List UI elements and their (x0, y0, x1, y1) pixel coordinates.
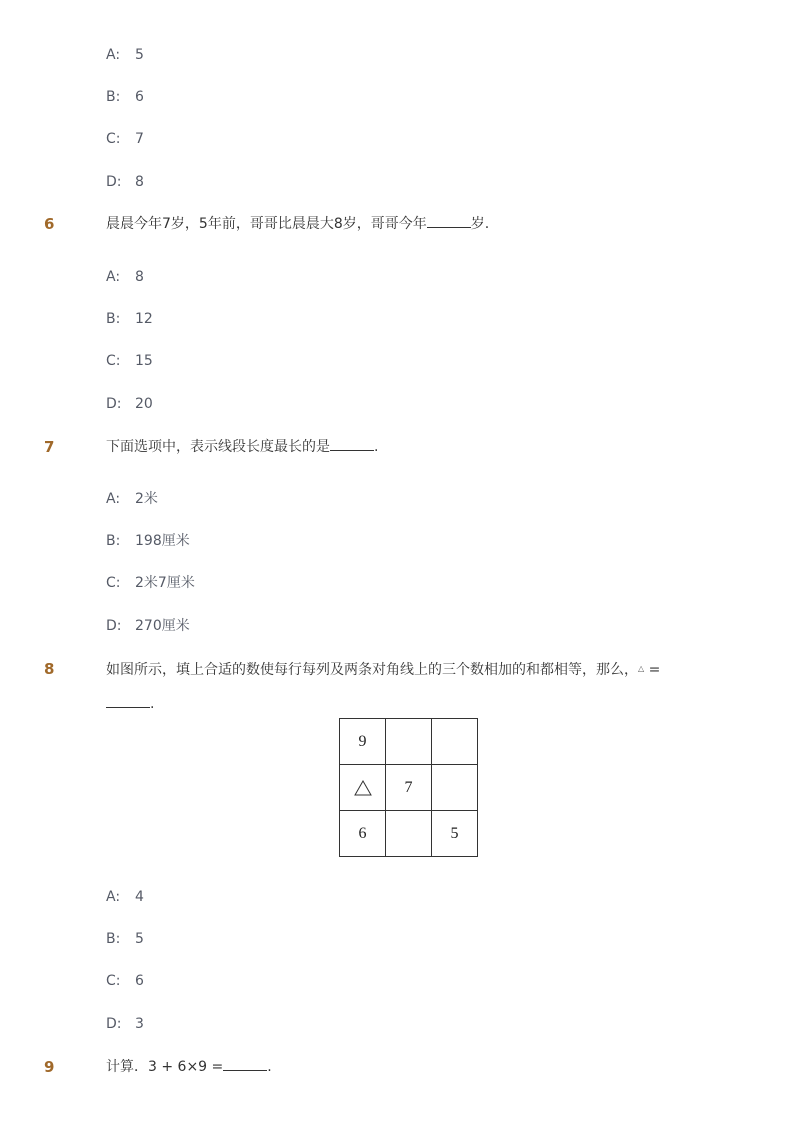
option-letter: B: (106, 89, 121, 105)
q7-option-b[interactable] (106, 531, 190, 551)
option-letter: D: (106, 396, 122, 412)
question-text-line2 (106, 694, 154, 714)
question-suffix: 岁. (470, 216, 490, 232)
q5-option-c[interactable] (106, 129, 144, 149)
question-number: 6 (44, 215, 55, 233)
grid-cell: 6 (340, 811, 386, 857)
option-letter: C: (106, 353, 121, 369)
answer-blank (427, 214, 471, 228)
triangle-symbol: △ (638, 664, 645, 673)
option-value: 6 (135, 973, 144, 989)
grid-row (340, 719, 478, 765)
q5-option-b[interactable] (106, 87, 144, 107)
grid-row (340, 811, 478, 857)
option-letter: D: (106, 1016, 122, 1032)
answer-blank (223, 1057, 267, 1071)
question-suffix: . (267, 1059, 272, 1075)
option-value: 5 (135, 47, 144, 63)
grid-cell (432, 719, 478, 765)
question-text (106, 1057, 272, 1077)
question-suffix: . (150, 696, 155, 712)
option-letter: A: (106, 491, 121, 507)
option-letter: A: (106, 269, 121, 285)
question-text (106, 659, 660, 679)
option-letter: B: (106, 533, 121, 549)
q6-option-d[interactable] (106, 394, 153, 414)
question-stem: 下面选项中，表示线段长度最长的是 (106, 439, 330, 455)
grid-cell (386, 719, 432, 765)
question-stem: 晨晨今年7岁，5年前，哥哥比晨晨大8岁，哥哥今年 (106, 216, 427, 232)
option-letter: C: (106, 575, 121, 591)
magic-square-grid (339, 718, 478, 857)
option-value: 2米 (135, 491, 158, 507)
q5-option-a[interactable] (106, 45, 144, 65)
q7-option-a[interactable] (106, 489, 158, 509)
q5-option-d[interactable] (106, 172, 144, 192)
option-letter: C: (106, 973, 121, 989)
grid-cell (432, 765, 478, 811)
option-letter: C: (106, 131, 121, 147)
grid-cell: 9 (340, 719, 386, 765)
question-stem: 计算．3 + 6×9 = (106, 1059, 224, 1075)
option-letter: A: (106, 47, 121, 63)
q6-option-a[interactable] (106, 267, 144, 287)
option-letter: A: (106, 889, 121, 905)
q6-option-c[interactable] (106, 351, 153, 371)
option-letter: D: (106, 618, 122, 634)
triangle-icon (354, 780, 372, 796)
question-suffix: . (374, 439, 379, 455)
question-text (106, 437, 378, 457)
option-value: 3 (135, 1016, 144, 1032)
option-value: 8 (135, 269, 144, 285)
option-value: 12 (135, 311, 153, 327)
q6-option-b[interactable] (106, 309, 153, 329)
grid-cell-triangle (340, 765, 386, 811)
question-number: 8 (44, 660, 55, 678)
q8-option-a[interactable] (106, 887, 144, 907)
question-number: 9 (44, 1058, 55, 1076)
option-value: 20 (135, 396, 153, 412)
grid-cell: 5 (432, 811, 478, 857)
question-number: 7 (44, 438, 55, 456)
option-value: 5 (135, 931, 144, 947)
option-value: 4 (135, 889, 144, 905)
option-value: 7 (135, 131, 144, 147)
q7-option-d[interactable] (106, 616, 190, 636)
option-letter: D: (106, 174, 122, 190)
q8-option-b[interactable] (106, 929, 144, 949)
option-value: 2米7厘米 (135, 575, 195, 591)
question-text (106, 214, 489, 234)
option-letter: B: (106, 311, 121, 327)
q8-option-c[interactable] (106, 971, 144, 991)
option-value: 8 (135, 174, 144, 190)
q7-option-c[interactable] (106, 573, 195, 593)
option-letter: B: (106, 931, 121, 947)
grid-cell (386, 811, 432, 857)
answer-blank (106, 694, 150, 708)
q8-option-d[interactable] (106, 1014, 144, 1034)
option-value: 6 (135, 89, 144, 105)
option-value: 270厘米 (135, 618, 190, 634)
grid-cell: 7 (386, 765, 432, 811)
option-value: 15 (135, 353, 153, 369)
question-stem: 如图所示，填上合适的数使每行每列及两条对角线上的三个数相加的和都相等，那么， (106, 662, 638, 678)
answer-blank (330, 437, 374, 451)
grid-row (340, 765, 478, 811)
equals-sign: = (648, 662, 661, 678)
option-value: 198厘米 (135, 533, 190, 549)
